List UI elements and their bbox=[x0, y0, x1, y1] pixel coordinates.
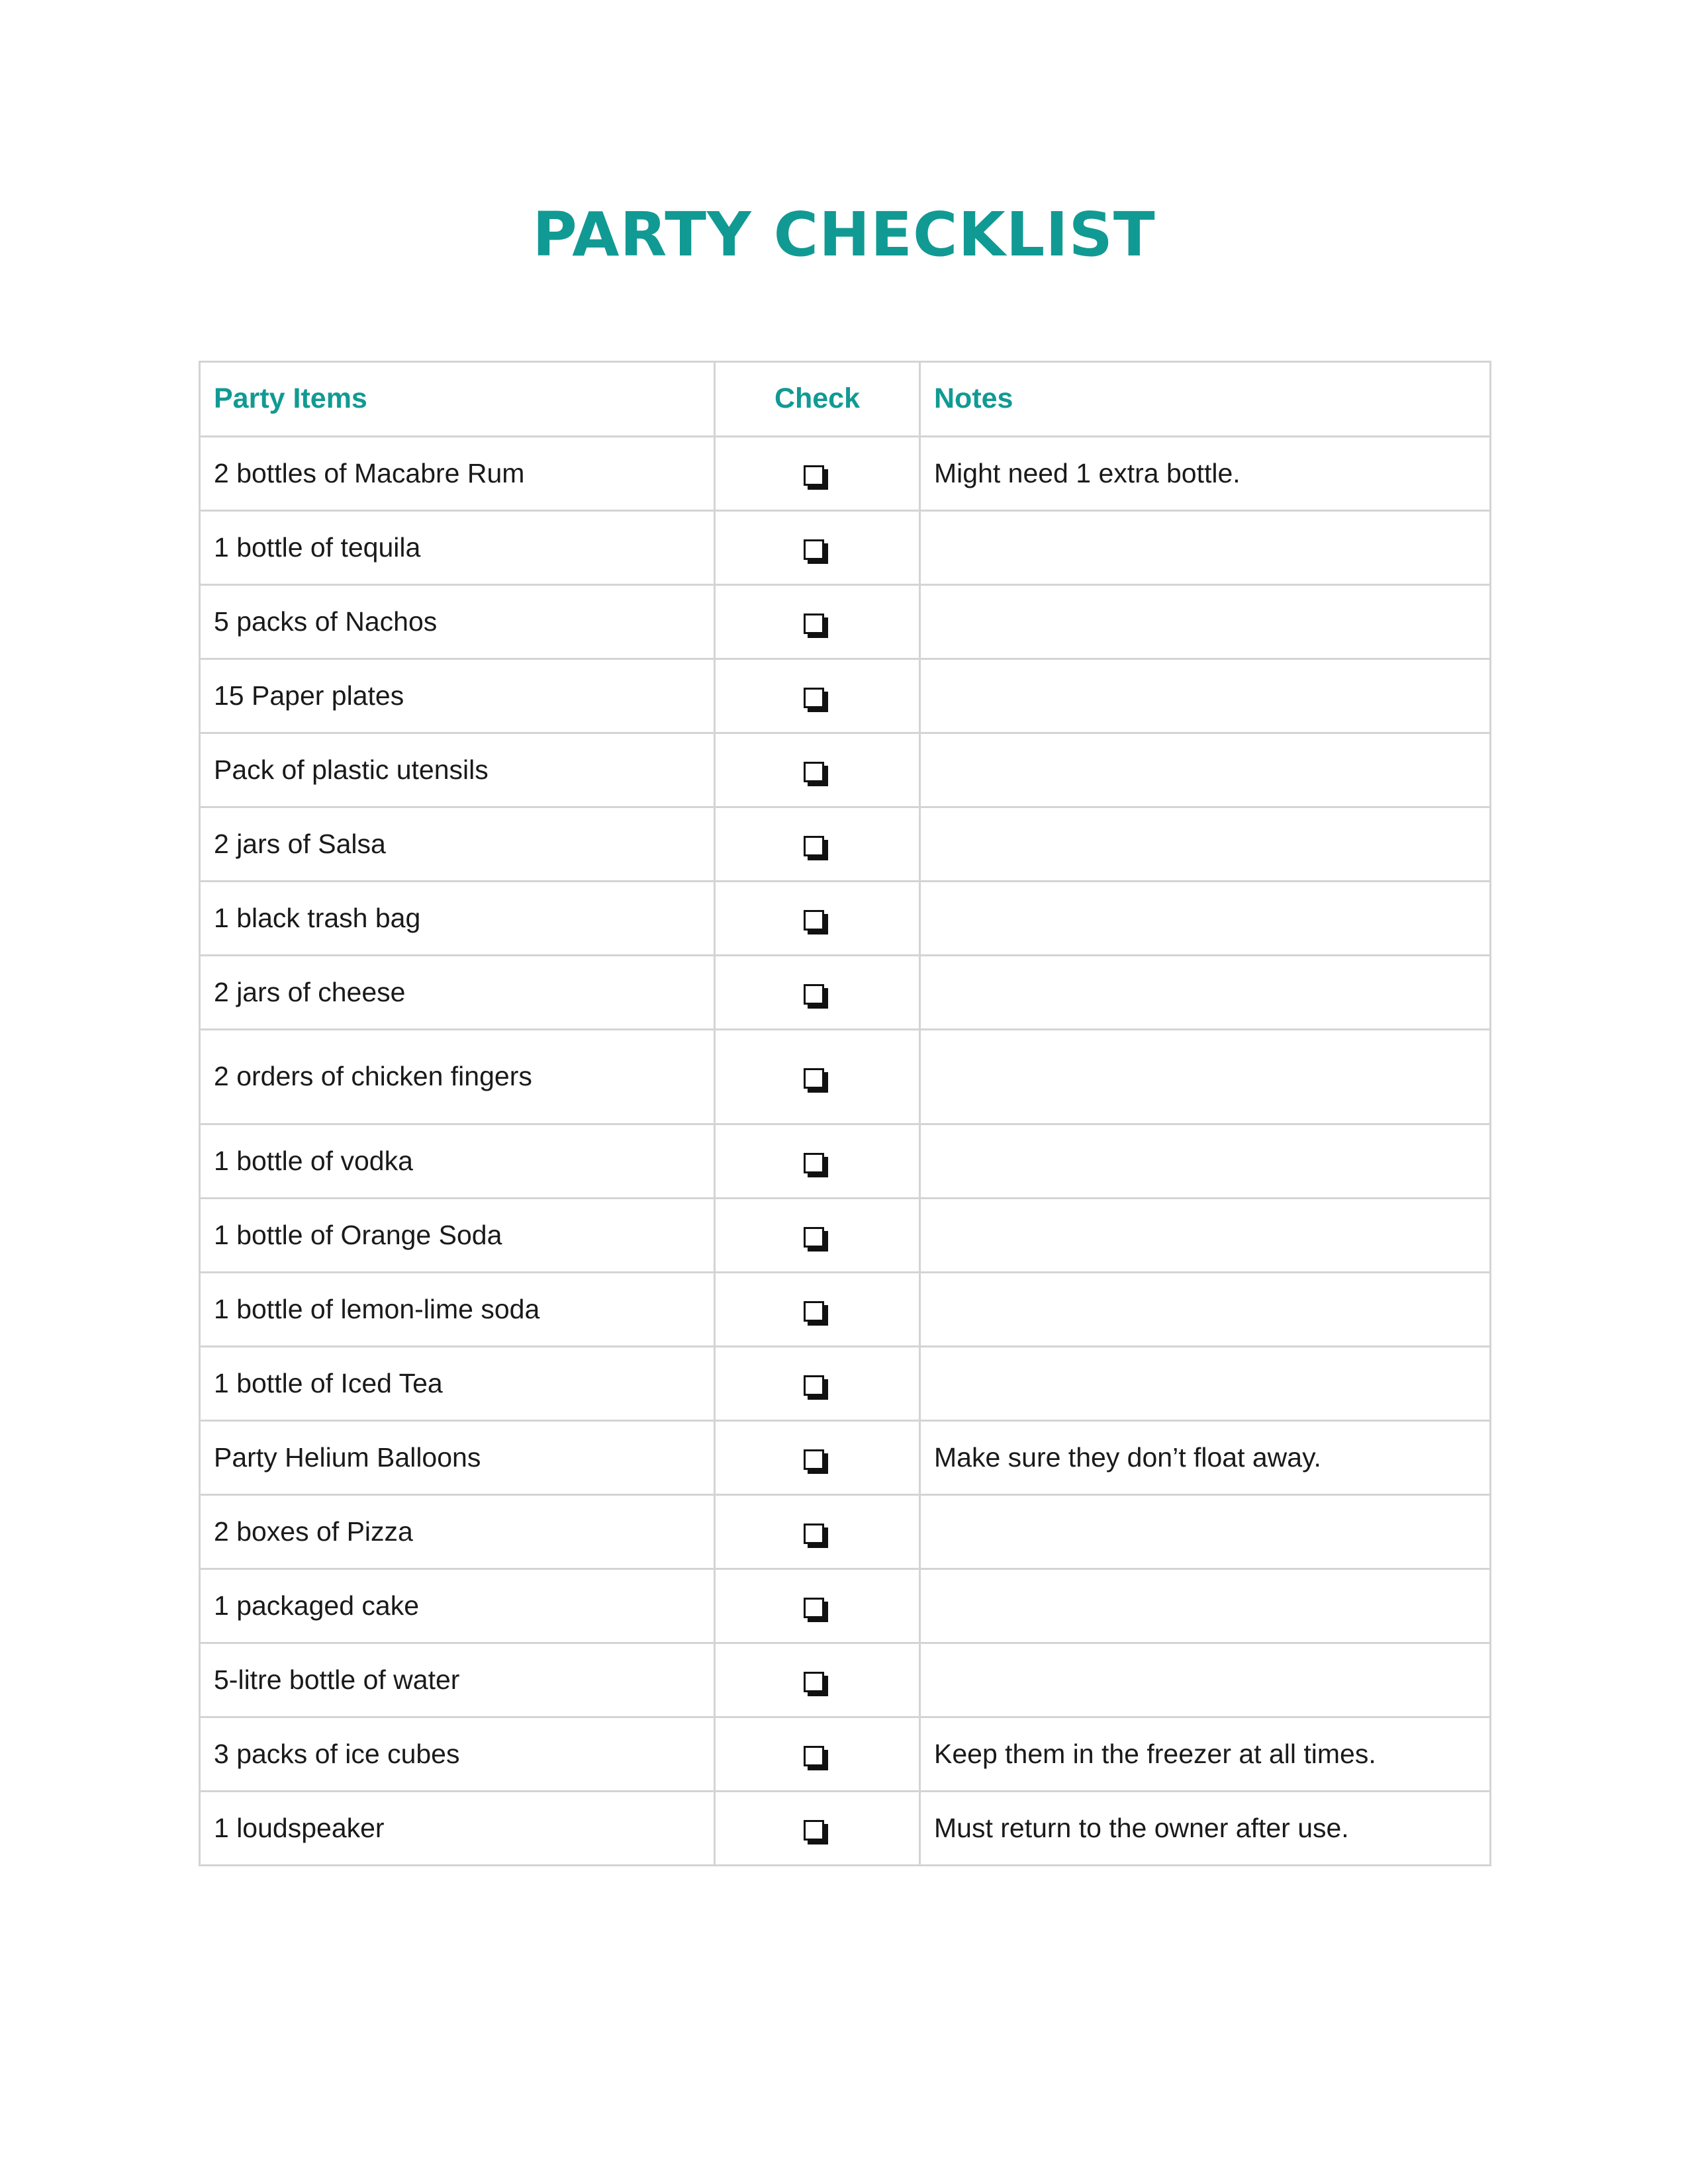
table-row bbox=[200, 1569, 1491, 1643]
note-cell bbox=[920, 1030, 1491, 1124]
table-row bbox=[200, 1495, 1491, 1569]
item-cell: 2 bottles of Macabre Rum bbox=[200, 437, 715, 511]
item-cell: 2 jars of cheese bbox=[200, 956, 715, 1030]
table-row bbox=[200, 1717, 1491, 1792]
note-cell bbox=[920, 585, 1491, 659]
note-cell: Must return to the owner after use. bbox=[920, 1792, 1491, 1866]
checkbox-icon[interactable] bbox=[804, 465, 824, 486]
table-row bbox=[200, 437, 1491, 511]
check-cell bbox=[715, 733, 920, 807]
check-cell bbox=[715, 1347, 920, 1421]
item-cell: 1 loudspeaker bbox=[200, 1792, 715, 1866]
checkbox-icon[interactable] bbox=[804, 984, 824, 1005]
check-cell bbox=[715, 1199, 920, 1273]
table-row bbox=[200, 733, 1491, 807]
check-cell bbox=[715, 1495, 920, 1569]
note-cell bbox=[920, 1199, 1491, 1273]
table-row bbox=[200, 659, 1491, 733]
note-cell bbox=[920, 1124, 1491, 1199]
item-cell: 5-litre bottle of water bbox=[200, 1643, 715, 1717]
checkbox-icon[interactable] bbox=[804, 910, 824, 931]
check-cell bbox=[715, 1643, 920, 1717]
table-row bbox=[200, 585, 1491, 659]
item-cell: 2 orders of chicken fingers bbox=[200, 1030, 715, 1124]
note-cell bbox=[920, 882, 1491, 956]
check-cell bbox=[715, 659, 920, 733]
header-notes: Notes bbox=[920, 362, 1491, 437]
check-cell bbox=[715, 807, 920, 882]
note-cell bbox=[920, 511, 1491, 585]
item-cell: 3 packs of ice cubes bbox=[200, 1717, 715, 1792]
page-title: PARTY CHECKLIST bbox=[532, 199, 1156, 270]
note-cell: Might need 1 extra bottle. bbox=[920, 437, 1491, 511]
table-row bbox=[200, 1124, 1491, 1199]
check-cell bbox=[715, 1569, 920, 1643]
table-row bbox=[200, 1643, 1491, 1717]
table-row bbox=[200, 1792, 1491, 1866]
note-cell: Make sure they don’t float away. bbox=[920, 1421, 1491, 1495]
check-cell bbox=[715, 1124, 920, 1199]
item-cell: 1 black trash bag bbox=[200, 882, 715, 956]
check-cell bbox=[715, 1030, 920, 1124]
table-row bbox=[200, 956, 1491, 1030]
table-row bbox=[200, 807, 1491, 882]
check-cell bbox=[715, 585, 920, 659]
checklist-body bbox=[200, 437, 1491, 1866]
note-cell bbox=[920, 1347, 1491, 1421]
check-cell bbox=[715, 437, 920, 511]
checkbox-icon[interactable] bbox=[804, 1598, 824, 1618]
check-cell bbox=[715, 511, 920, 585]
checkbox-icon[interactable] bbox=[804, 762, 824, 782]
check-cell bbox=[715, 956, 920, 1030]
item-cell: 2 boxes of Pizza bbox=[200, 1495, 715, 1569]
checkbox-icon[interactable] bbox=[804, 1068, 824, 1089]
checkbox-icon[interactable] bbox=[804, 1153, 824, 1173]
checklist-table bbox=[199, 361, 1491, 1866]
checkbox-icon[interactable] bbox=[804, 1301, 824, 1322]
checkbox-icon[interactable] bbox=[804, 836, 824, 856]
checkbox-icon[interactable] bbox=[804, 1449, 824, 1470]
check-cell bbox=[715, 882, 920, 956]
note-cell bbox=[920, 1569, 1491, 1643]
check-cell bbox=[715, 1717, 920, 1792]
checkbox-icon[interactable] bbox=[804, 1746, 824, 1766]
check-cell bbox=[715, 1273, 920, 1347]
table-row bbox=[200, 1030, 1491, 1124]
table-row bbox=[200, 511, 1491, 585]
item-cell: 1 bottle of Iced Tea bbox=[200, 1347, 715, 1421]
table-header-row bbox=[200, 362, 1491, 437]
checkbox-icon[interactable] bbox=[804, 1524, 824, 1544]
item-cell: 1 packaged cake bbox=[200, 1569, 715, 1643]
item-cell: 5 packs of Nachos bbox=[200, 585, 715, 659]
note-cell bbox=[920, 1495, 1491, 1569]
checkbox-icon[interactable] bbox=[804, 1375, 824, 1396]
note-cell bbox=[920, 807, 1491, 882]
check-cell bbox=[715, 1792, 920, 1866]
note-cell bbox=[920, 733, 1491, 807]
header-check: Check bbox=[715, 362, 920, 437]
checkbox-icon[interactable] bbox=[804, 1820, 824, 1841]
header-party-items: Party Items bbox=[200, 362, 715, 437]
table-row bbox=[200, 882, 1491, 956]
item-cell: 1 bottle of vodka bbox=[200, 1124, 715, 1199]
note-cell: Keep them in the freezer at all times. bbox=[920, 1717, 1491, 1792]
checkbox-icon[interactable] bbox=[804, 539, 824, 560]
item-cell: Pack of plastic utensils bbox=[200, 733, 715, 807]
table-row bbox=[200, 1273, 1491, 1347]
item-cell: 15 Paper plates bbox=[200, 659, 715, 733]
note-cell bbox=[920, 956, 1491, 1030]
checkbox-icon[interactable] bbox=[804, 614, 824, 634]
checkbox-icon[interactable] bbox=[804, 688, 824, 708]
item-cell: 1 bottle of Orange Soda bbox=[200, 1199, 715, 1273]
table-row bbox=[200, 1421, 1491, 1495]
check-cell bbox=[715, 1421, 920, 1495]
item-cell: 1 bottle of tequila bbox=[200, 511, 715, 585]
item-cell: 1 bottle of lemon-lime soda bbox=[200, 1273, 715, 1347]
table-row bbox=[200, 1347, 1491, 1421]
item-cell: 2 jars of Salsa bbox=[200, 807, 715, 882]
table-row bbox=[200, 1199, 1491, 1273]
note-cell bbox=[920, 1643, 1491, 1717]
checkbox-icon[interactable] bbox=[804, 1227, 824, 1248]
item-cell: Party Helium Balloons bbox=[200, 1421, 715, 1495]
note-cell bbox=[920, 659, 1491, 733]
checkbox-icon[interactable] bbox=[804, 1672, 824, 1692]
note-cell bbox=[920, 1273, 1491, 1347]
